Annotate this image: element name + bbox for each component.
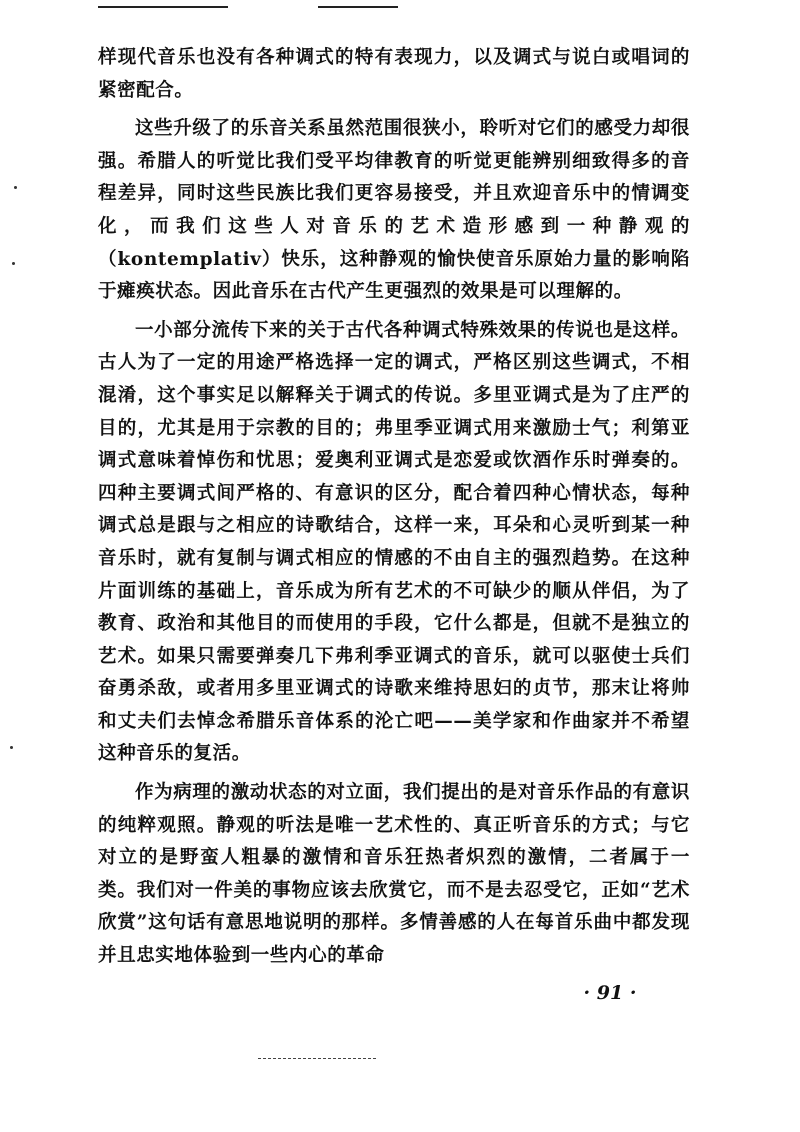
paragraph-4: 作为病理的激动状态的对立面，我们提出的是对音乐作品的有意识的纯粹观照。静观的听法是唯一艺术性的、真正听音乐的方式；与它对立的是野蛮人粗暴的激情和音乐狂热者炽烈的激情，二者属于一类。我们对一件美的事物应该去欣赏它，而不是去忍受它，正如“艺术欣赏”这句话有意思地说明的那样。多情善感的人在每首乐曲中都发现并且忠实地体验到一些内心的革命 [98,782,690,967]
bottom-rule [258,1058,376,1060]
scan-speck [10,746,13,749]
paragraph-2: 这些升级了的乐音关系虽然范围很狭小，聆听对它们的感受力却很强。希腊人的听觉比我们受平均律教育的听觉更能辨别细致得多的音程差异，同时这些民族比我们更容易接受，并且欢迎音乐中的情调变化，而我们这些人对音乐的艺术造形感到一种静观的（kontemplativ）快乐，这种静观的愉快使音乐原始力量的影响陷于瘫痪状态。因此音乐在古代产生更强烈的效果是可以理解的。 [98,118,690,303]
body-text [98,42,690,979]
scan-speck [14,186,17,189]
paragraph-1: 样现代音乐也没有各种调式的特有表现力，以及调式与说白或唱词的紧密配合。 [98,47,690,101]
scan-speck [12,262,15,265]
page-number: · 91 · [583,982,637,1004]
top-rule-right [318,6,398,8]
top-rule-left [98,6,228,8]
paragraph-3: 一小部分流传下来的关于古代各种调式特殊效果的传说也是这样。古人为了一定的用途严格选择一定的调式，严格区别这些调式，不相混淆，这个事实足以解释关于调式的传说。多里亚调式是为了庄严的目的，尤其是用于宗教的目的；弗里季亚调式用来激励士气；利第亚调式意味着悼伤和忧思；爱奥利亚调式是恋爱或饮酒作乐时弹奏的。四种主要调式间严格的、有意识的区分，配合着四种心情状态，每种调式总是跟与之相应的诗歌结合，这样一来，耳朵和心灵听到某一种音乐时，就有复制与调式相应的情感的不由自主的强烈趋势。在这种片面训练的基础上，音乐成为所有艺术的不可缺少的顺从伴侣，为了教育、政治和其他目的而使用的手段，它什么都是，但就不是独立的艺术。如果只需要弹奏几下弗利季亚调式的音乐，就可以驱使士兵们奋勇杀敌，或者用多里亚调式的诗歌来维持思妇的贞节，那末让将帅和丈夫们去悼念希腊乐音体系的沦亡吧——美学家和作曲家并不希望这种音乐的复活。 [98,319,690,765]
